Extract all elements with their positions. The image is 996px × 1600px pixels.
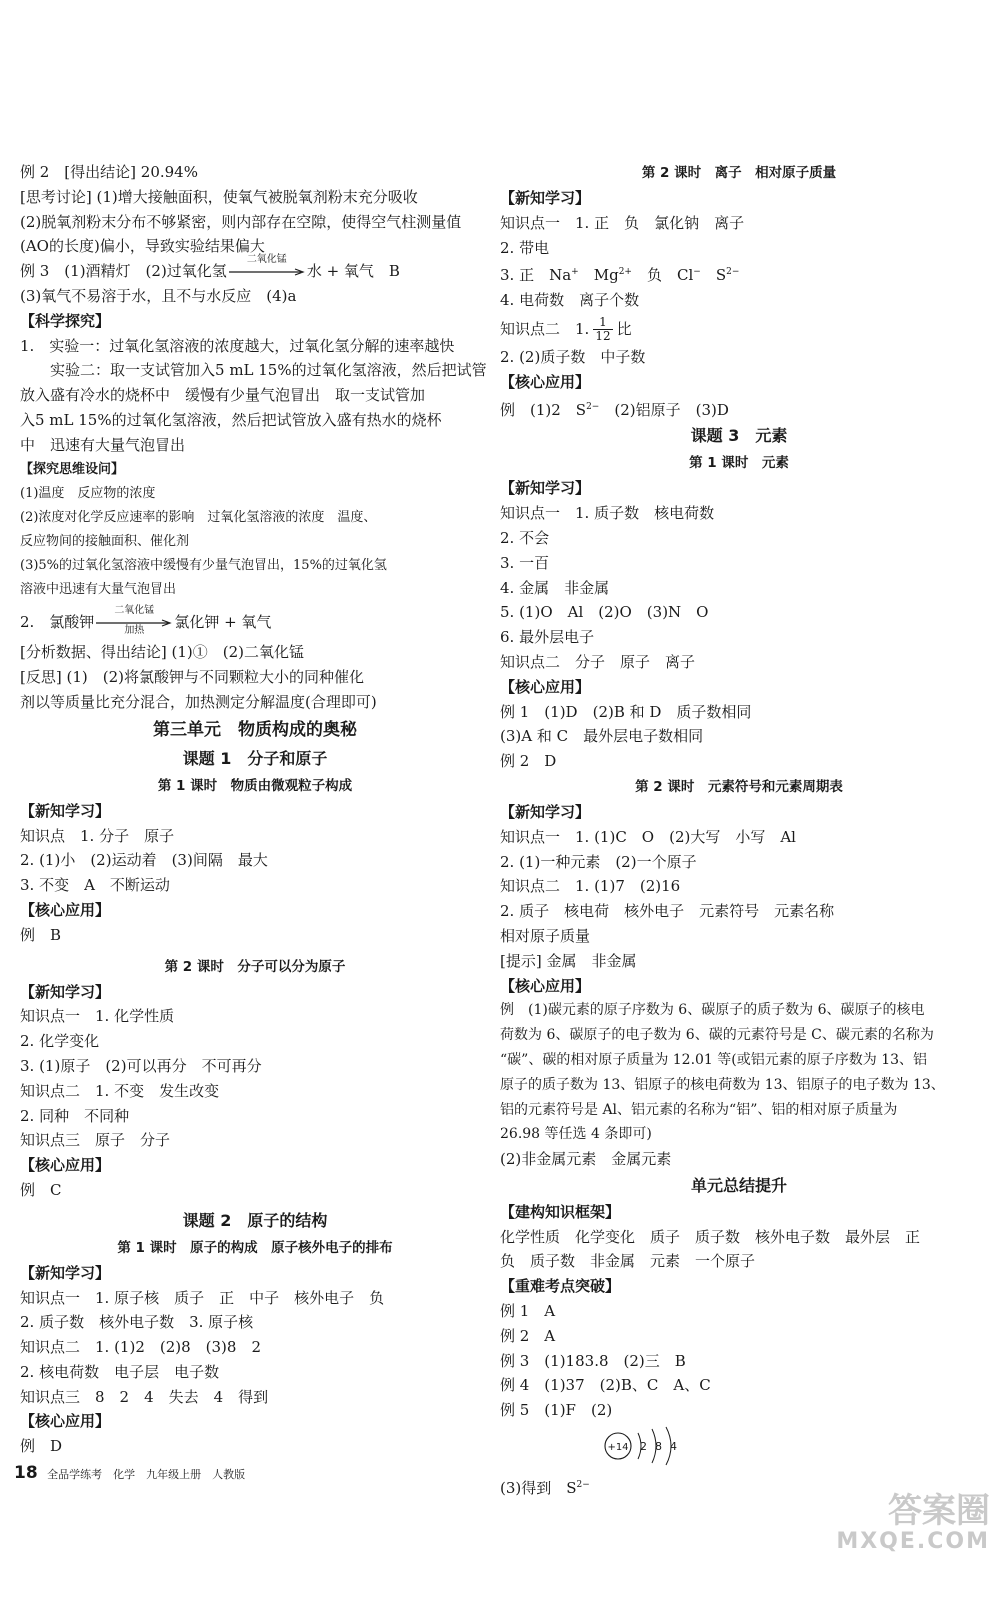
section-heading: 【建构知识框架】 bbox=[500, 1202, 621, 1221]
text-line: 知识点 1. 分子 原子 bbox=[20, 826, 175, 845]
text-line: 2. (1)小 (2)运动着 (3)间隔 最大 bbox=[20, 851, 268, 870]
text-line: [反思] (1) (2)将氯酸钾与不同颗粒大小的同种催化 bbox=[20, 668, 364, 687]
lesson-title: 第 2 课时 分子可以分为原子 bbox=[164, 958, 346, 975]
lesson-title: 第 1 课时 原子的构成 原子核外电子的排布 bbox=[117, 1239, 393, 1256]
text-line: 3. 不变 A 不断运动 bbox=[20, 876, 170, 895]
ion-charge: 2− bbox=[576, 1480, 590, 1491]
text-line: (2)非金属元素 金属元素 bbox=[500, 1150, 672, 1169]
text-line: 例 C bbox=[20, 1180, 62, 1199]
text-line: (3)氧气不易溶于水，且不与水反应 (4)a bbox=[20, 286, 297, 305]
shell-electron-count: 8 bbox=[655, 1440, 662, 1454]
watermark-site-text: MXQE.COM bbox=[836, 1529, 990, 1554]
text-line: 例 1 (1)D (2)B 和 D 质子数相同 bbox=[500, 702, 752, 721]
ion-charge: − bbox=[693, 267, 701, 278]
ion-charge: 2− bbox=[586, 401, 600, 412]
text-line: [分析数据、得出结论] (1)① (2)二氧化锰 bbox=[20, 643, 304, 662]
equation-line bbox=[20, 604, 490, 636]
fraction-line bbox=[500, 313, 978, 345]
equation-lhs: 例 3 (1)酒精灯 (2)过氧化氢 bbox=[20, 262, 227, 281]
text-line: 知识点一 1. 原子核 质子 正 中子 核外电子 负 bbox=[20, 1288, 385, 1307]
text-line: 铝的元素符号是 Al、铝元素的名称为“铝”、铝的相对原子质量为 bbox=[500, 1101, 898, 1118]
text-line: (2)浓度对化学反应速率的影响 过氧化氢溶液的浓度 温度、 bbox=[20, 509, 377, 525]
text-line: 例 5 (1)F (2) bbox=[500, 1401, 613, 1420]
text-line: 负 质子数 非金属 元素 一个原子 bbox=[500, 1252, 756, 1271]
condition-label: 加热 bbox=[124, 624, 145, 636]
text-line: 例 4 (1)37 (2)B、C A、C bbox=[500, 1376, 711, 1395]
text-line: 26.98 等任选 4 条即可) bbox=[500, 1126, 652, 1143]
text-line: [思考讨论] (1)增大接触面积，使氧气被脱氧剂粉末充分吸收 bbox=[20, 187, 418, 206]
text-line: 例 2 [得出结论] 20.94% bbox=[20, 163, 198, 181]
text-line: 2. 核电荷数 电子层 电子数 bbox=[20, 1362, 220, 1381]
text-line: 知识点三 原子 分子 bbox=[20, 1131, 171, 1150]
text-line: 知识点二 1. (1)2 (2)8 (3)8 2 bbox=[20, 1338, 261, 1357]
arrow-icon bbox=[229, 268, 305, 276]
text-fragment: (3)得到 S bbox=[500, 1479, 577, 1498]
text-line: (1)温度 反应物的浓度 bbox=[20, 485, 156, 501]
text-line: 知识点三 8 2 4 失去 4 得到 bbox=[20, 1387, 269, 1406]
watermark-logo-text: 答案圈 bbox=[888, 1491, 990, 1531]
ion-charge: + bbox=[571, 267, 579, 278]
ion-line bbox=[500, 260, 978, 288]
text-line: 溶液中迅速有大量气泡冒出 bbox=[20, 581, 177, 597]
equation-lhs: 2. 氯酸钾 bbox=[20, 612, 95, 631]
catalyst-label: 二氧化锰 bbox=[246, 254, 287, 266]
text-line: 例 3 (1)183.8 (2)三 B bbox=[500, 1351, 686, 1370]
equation-rhs: 水 + 氧气 B bbox=[306, 262, 400, 281]
unit-title: 第三单元 物质构成的奥秘 bbox=[153, 719, 357, 740]
text-line: 4. 金属 非金属 bbox=[500, 578, 610, 597]
equation-rhs: 氯化钾 + 氧气 bbox=[174, 612, 272, 631]
text-line: 2. 化学变化 bbox=[20, 1032, 100, 1051]
equation-line bbox=[20, 254, 490, 284]
text-line: 剂以等质量比充分混合，加热测定分解温度(合理即可) bbox=[20, 692, 377, 711]
section-heading: 【核心应用】 bbox=[20, 1412, 111, 1431]
text-line: 入5 mL 15%的过氧化氢溶液，然后把试管放入盛有热水的烧杯 bbox=[20, 410, 442, 429]
text-line: 1. 实验一：过氧化氢溶液的浓度越大，过氧化氢分解的速率越快 bbox=[20, 336, 455, 355]
lesson-title: 第 2 课时 元素符号和元素周期表 bbox=[635, 778, 843, 795]
text-line: 知识点二 1. 不变 发生改变 bbox=[20, 1081, 220, 1100]
text-line: 3. 一百 bbox=[500, 553, 550, 572]
left-column bbox=[20, 160, 490, 1459]
text-line: (3)5%的过氧化氢溶液中缓慢有少量气泡冒出，15%的过氧化氢 bbox=[20, 557, 387, 573]
section-heading: 【重难考点突破】 bbox=[500, 1277, 621, 1296]
topic-title: 课题 1 分子和原子 bbox=[182, 748, 328, 768]
text-line: 相对原子质量 bbox=[500, 926, 591, 945]
text-line: 知识点一 1. 质子数 核电荷数 bbox=[500, 504, 715, 523]
shell-electron-count: 4 bbox=[670, 1440, 677, 1454]
text-line: 放入盛有冷水的烧杯中 缓慢有少量气泡冒出 取一支试管加 bbox=[20, 386, 426, 405]
right-column bbox=[500, 160, 978, 1501]
section-heading: 【新知学习】 bbox=[20, 801, 111, 820]
text-line: 荷数为 6、碳原子的电子数为 6、碳的元素符号是 C、碳元素的名称为 bbox=[500, 1027, 934, 1044]
atom-structure-diagram bbox=[600, 1423, 710, 1469]
ion-line bbox=[500, 395, 978, 423]
section-heading: 【核心应用】 bbox=[20, 900, 111, 919]
summary-title: 单元总结提升 bbox=[690, 1175, 787, 1195]
text-line: 反应物间的接触面积、催化剂 bbox=[20, 533, 190, 549]
section-heading: 【新知学习】 bbox=[500, 802, 591, 821]
lesson-title: 第 2 课时 离子 相对原子质量 bbox=[641, 165, 837, 181]
topic-title: 课题 2 原子的结构 bbox=[182, 1210, 328, 1230]
section-heading: 【核心应用】 bbox=[500, 677, 591, 696]
page-number: 18 bbox=[14, 1463, 38, 1483]
text-line: 例 (1)碳元素的原子序数为 6、碳原子的质子数为 6、碳原子的核电 bbox=[500, 1002, 925, 1019]
nucleus-charge: +14 bbox=[607, 1442, 629, 1454]
ion-text: 负 Cl bbox=[646, 266, 694, 285]
section-heading: 【新知学习】 bbox=[20, 1263, 111, 1282]
text-line: 2. (1)一种元素 (2)一个原子 bbox=[500, 852, 697, 871]
text-line: 化学性质 化学变化 质子 质子数 核外电子数 最外层 正 bbox=[500, 1227, 921, 1246]
text-line: (AO的长度)偏小，导致实验结果偏大 bbox=[20, 237, 265, 256]
text-line: (3)A 和 C 最外层电子数相同 bbox=[500, 727, 704, 746]
section-heading: 【核心应用】 bbox=[20, 1156, 111, 1175]
section-heading: 【科学探究】 bbox=[20, 311, 111, 330]
text-line: (2)脱氧剂粉末分布不够紧密，则内部存在空隙，使得空气柱测量值 bbox=[20, 212, 462, 231]
section-heading: 【新知学习】 bbox=[500, 189, 591, 207]
text-line: 6. 最外层电子 bbox=[500, 628, 595, 647]
section-heading: 【新知学习】 bbox=[20, 982, 111, 1001]
fraction bbox=[593, 316, 612, 343]
text-line: 知识点一 1. 正 负 氯化钠 离子 bbox=[500, 213, 745, 232]
text-line: 知识点二 分子 原子 离子 bbox=[500, 652, 696, 671]
text-line: 2. (2)质子数 中子数 bbox=[500, 347, 646, 366]
text-line: 中 迅速有大量气泡冒出 bbox=[20, 435, 186, 454]
text-line: 例 1 A bbox=[500, 1302, 556, 1321]
text-line: 3. (1)原子 (2)可以再分 不可再分 bbox=[20, 1056, 262, 1075]
page-footer bbox=[14, 1463, 245, 1483]
text-line: 知识点二 1. (1)7 (2)16 bbox=[500, 877, 681, 896]
fraction-numerator: 1 bbox=[593, 316, 612, 330]
text-line: 原子的质子数为 13、铝原子的核电荷数为 13、铝原子的电子数为 13、 bbox=[500, 1076, 945, 1093]
text-line: 实验二：取一支试管加入5 mL 15%的过氧化氢溶液，然后把试管 bbox=[20, 361, 487, 380]
shell-electron-count: 2 bbox=[640, 1440, 647, 1454]
text-line: 5. (1)O Al (2)O (3)N O bbox=[500, 603, 709, 622]
text-line: 例 D bbox=[20, 1437, 63, 1456]
ion-text: 3. 正 Na bbox=[500, 266, 572, 285]
lesson-title: 第 1 课时 元素 bbox=[689, 455, 789, 472]
text-line: 例 B bbox=[20, 925, 62, 944]
text-line: 2. 带电 bbox=[500, 238, 550, 257]
ion-charge: 2+ bbox=[618, 267, 632, 278]
text-fragment: (2)铝原子 (3)D bbox=[614, 400, 729, 419]
text-line: [提示] 金属 非金属 bbox=[500, 951, 637, 970]
catalyst-label: 二氧化锰 bbox=[114, 604, 155, 616]
text-line: 2. 质子数 核外电子数 3. 原子核 bbox=[20, 1313, 254, 1332]
text-line: 例 2 D bbox=[500, 752, 557, 771]
text-line: 知识点一 1. (1)C O (2)大写 小写 Al bbox=[500, 827, 796, 846]
text-fragment: 比 bbox=[616, 319, 632, 338]
text-line: 例 2 A bbox=[500, 1326, 556, 1345]
text-line: 2. 不会 bbox=[500, 528, 550, 547]
lesson-title: 第 1 课时 物质由微观粒子构成 bbox=[157, 777, 353, 794]
watermark bbox=[836, 1492, 990, 1554]
topic-title: 课题 3 元素 bbox=[690, 426, 788, 446]
text-fragment: 例 (1)2 S bbox=[500, 400, 587, 419]
reaction-arrow bbox=[96, 604, 172, 636]
text-line: 4. 电荷数 离子个数 bbox=[500, 291, 640, 310]
section-heading: 【核心应用】 bbox=[500, 976, 591, 995]
text-line: “碳”、碳的相对原子质量为 12.01 等(或铝元素的原子序数为 13、铝 bbox=[500, 1051, 928, 1068]
fraction-denominator: 12 bbox=[595, 329, 611, 344]
footer-text: 全品学练考 化学 九年级上册 人教版 bbox=[47, 1468, 246, 1481]
ion-charge: 2− bbox=[726, 267, 740, 278]
text-line: 2. 质子 核电荷 核外电子 元素符号 元素名称 bbox=[500, 902, 835, 921]
section-heading: 【探究思维设问】 bbox=[20, 461, 125, 477]
reaction-arrow bbox=[229, 254, 305, 282]
text-fragment: 知识点二 1. bbox=[500, 319, 590, 338]
text-line: 2. 同种 不同种 bbox=[20, 1106, 130, 1125]
atom-structure-row bbox=[500, 1423, 978, 1473]
ion-text: Mg bbox=[593, 266, 619, 285]
ion-text: S bbox=[715, 266, 727, 285]
section-heading: 【新知学习】 bbox=[500, 479, 591, 498]
section-heading: 【核心应用】 bbox=[500, 372, 591, 391]
text-line: 知识点一 1. 化学性质 bbox=[20, 1007, 175, 1026]
